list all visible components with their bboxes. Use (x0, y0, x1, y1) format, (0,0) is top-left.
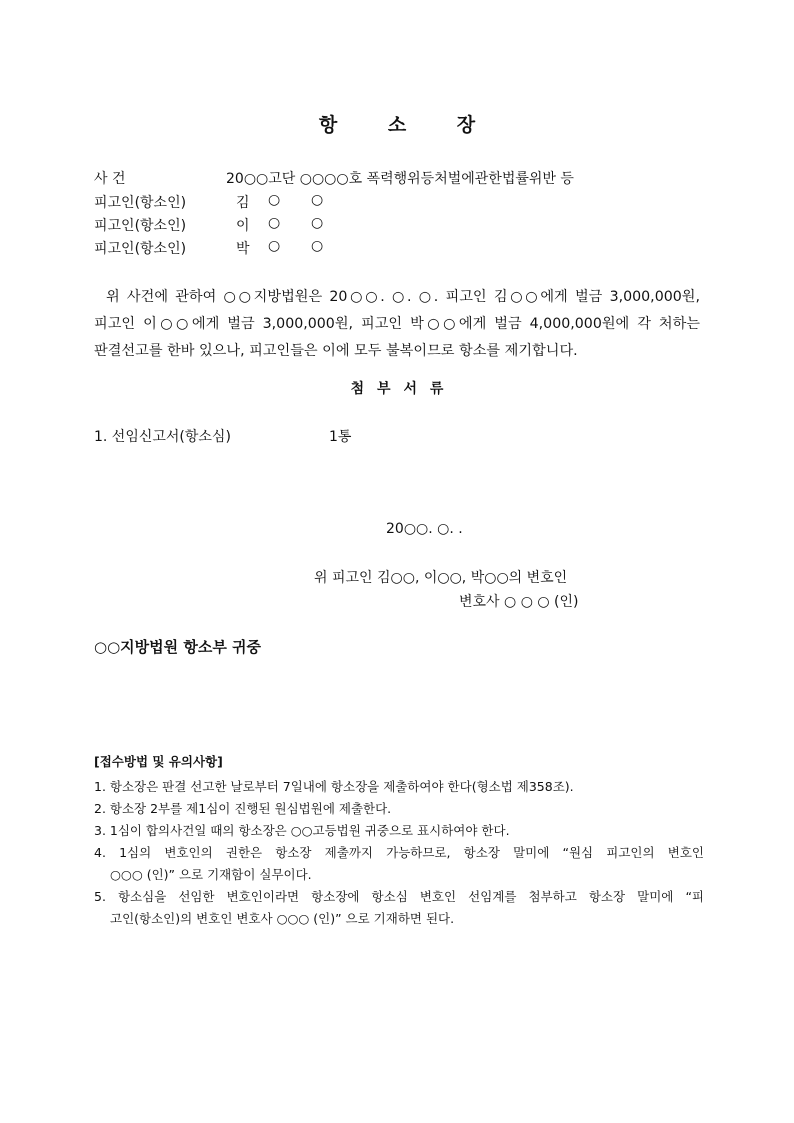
signer-line: 위 피고인 김○○, 이○○, 박○○의 변호인 (314, 570, 568, 586)
title-char: 소 (387, 114, 407, 136)
defendant-mark: ○ (268, 238, 281, 254)
defendant-mark: ○ (311, 192, 324, 208)
document-title (0, 110, 794, 137)
note-item: 3. 1심이 합의사건일 때의 항소장은 ○○고등법원 귀중으로 표시하여야 한다. (94, 823, 510, 838)
signer-signature: 변호사 ○ ○ ○ (인) (459, 594, 579, 610)
addressee-court: ○○지방법원 항소부 귀중 (94, 638, 262, 656)
defendant-surname: 김 (236, 195, 250, 211)
defendant-mark: ○ (268, 192, 281, 208)
attachment-qty: 1통 (329, 429, 352, 445)
case-value: 20○○고단 ○○○○호 폭력행위등처벌에관한법률위반 등 (226, 171, 574, 187)
defendant-label: 피고인(항소인) (94, 241, 187, 257)
title-char: 장 (456, 114, 476, 136)
notes-list (94, 776, 704, 930)
note-item: 5. 항소심을 선임한 변호인이라면 항소장에 항소심 변호인 선임계를 첨부하고 항소장 말미에 “피 (94, 889, 704, 904)
defendant-label: 피고인(항소인) (94, 195, 187, 211)
body-line: 판결선고를 한바 있으나, 피고인들은 이에 모두 불복이므로 항소를 제기합니다. (94, 343, 578, 359)
heading-char: 부 (377, 381, 391, 397)
defendant-mark: ○ (311, 238, 324, 254)
note-item: 2. 항소장 2부를 제1심이 진행된 원심법원에 제출한다. (94, 801, 392, 816)
body-line: 위 사건에 관하여 ○○지방법원은 20○○. ○. ○. 피고인 김○○에게 벌금 3,000,000원, (106, 289, 700, 305)
case-label: 사 건 (94, 171, 126, 187)
note-item-continued: ○○○ (인)” 으로 기재함이 실무이다. (110, 867, 312, 882)
body-paragraph (94, 284, 700, 365)
defendant-mark: ○ (311, 215, 324, 231)
heading-char: 류 (429, 381, 444, 397)
attachment-name: 1. 선임신고서(항소심) (94, 429, 231, 445)
body-line: 피고인 이○○에게 벌금 3,000,000원, 피고인 박○○에게 벌금 4,000,000원에 각 처하는 (94, 316, 700, 332)
defendant-mark: ○ (268, 215, 281, 231)
defendant-label: 피고인(항소인) (94, 218, 187, 234)
notes-heading: [접수방법 및 유의사항] (94, 754, 223, 769)
document-date: 20○○. ○. . (386, 521, 463, 537)
defendant-surname: 이 (236, 218, 250, 234)
note-item: 4. 1심의 변호인의 권한은 항소장 제출까지 가능하므로, 항소장 말미에 “원심 피고인의 변호인 (94, 845, 704, 860)
heading-char: 서 (403, 381, 417, 397)
note-item-continued: 고인(항소인)의 변호인 변호사 ○○○ (인)” 으로 기재하면 된다. (110, 911, 455, 926)
note-item: 1. 항소장은 판결 선고한 날로부터 7일내에 항소장을 제출하여야 한다(형소법 제358조). (94, 779, 574, 794)
defendant-surname: 박 (236, 241, 250, 257)
title-char: 항 (318, 114, 338, 136)
heading-char: 첨 (350, 381, 365, 397)
attachments-heading (0, 378, 794, 398)
